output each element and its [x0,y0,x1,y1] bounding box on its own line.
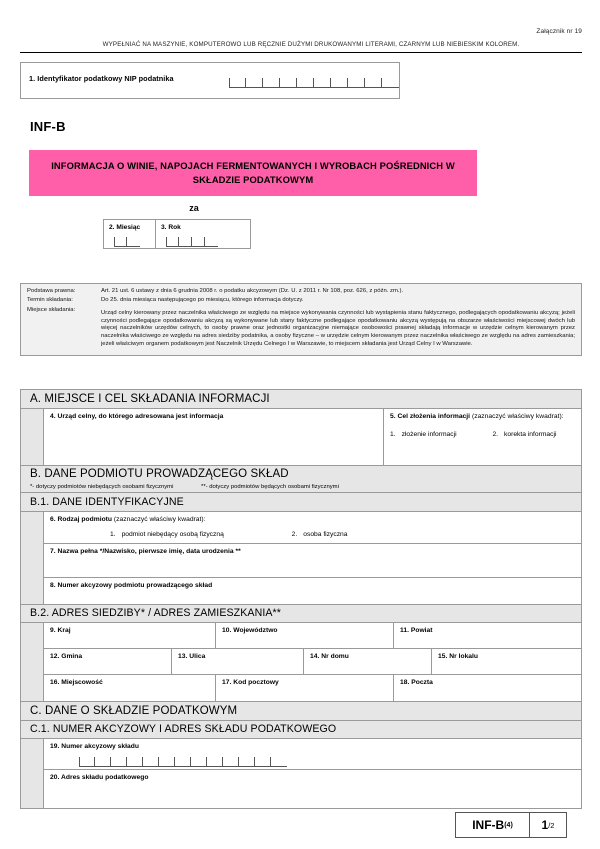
address-row-1 [44,623,581,649]
comb-cell[interactable] [239,757,255,766]
gutter-b1 [21,512,43,604]
section-b1-body [43,512,581,604]
section-a-heading: A. MIEJSCE I CEL SKŁADANIA INFORMACJI [20,389,582,409]
comb-cell[interactable] [246,78,263,87]
comb-cell[interactable] [79,757,95,766]
comb-cell[interactable] [314,78,331,87]
footer-form-code: INF-B (4) [456,813,530,837]
field-15-flat-number[interactable] [432,649,581,675]
section-c1-heading: C.1. NUMER AKCYZOWY I ADRES SKŁADU PODATKOWEGO [20,720,582,740]
field-9-country[interactable] [44,623,216,649]
comb-cell[interactable] [271,757,287,766]
section-c1-fields [20,738,582,809]
section-b2-heading: B.2. ADRES SIEDZIBY* / ADRES ZAMIESZKANIA** [20,604,582,624]
field-17-postal-code[interactable] [216,675,394,701]
comb-cell[interactable] [175,757,191,766]
comb-cell[interactable] [223,757,239,766]
comb-cell[interactable] [331,78,348,87]
instruction-wrap [20,41,582,48]
comb-cell[interactable] [127,237,140,246]
field-14-house-number[interactable] [304,649,432,675]
comb-cell[interactable] [263,78,280,87]
field-8-excise-number[interactable] [44,578,581,604]
comb-cell[interactable] [229,78,246,87]
field-8-row [44,578,581,604]
field-19-warehouse-excise-number[interactable] [44,739,581,770]
field-15-label: 15. Nr lokalu [438,653,479,660]
month-label: 2. Miesiąc [109,224,141,231]
za-label: za [189,203,199,213]
legal-deadline-value: Do 25. dnia miesiąca następującego po miesiącu, którego informacja dotyczy. [101,296,304,303]
comb-cell[interactable] [192,237,205,246]
footer-page-number: 1 /2 [541,818,555,832]
field-18-post-office[interactable] [394,675,581,701]
field-11-county[interactable] [394,623,581,649]
field-19-label: 19. Numer akcyzowy składu [50,743,139,750]
section-b1-fields [20,511,582,605]
comb-cell[interactable] [280,78,297,87]
field-5-option-2[interactable]: 2. korekta informacji [492,430,557,438]
field-5-options [390,431,577,438]
field-7-full-name[interactable] [44,544,581,578]
header-rule [20,52,582,53]
gutter-b2 [21,623,43,701]
month-input-comb[interactable] [114,238,140,247]
footer-form-id-box [455,812,567,838]
field-6-options [50,531,577,538]
field-5-label: 5. Cel złożenia informacji (zaznaczyć właściwy kwadrat): [390,412,564,420]
gutter-c1 [21,739,43,808]
field-20-label: 20. Adres składu podatkowego [50,774,149,781]
field-6-label: 6. Rodzaj podmiotu (zaznaczyć właściwy kwadrat): [50,515,206,523]
comb-cell[interactable] [114,237,127,246]
section-b2-fields [20,622,582,702]
address-row-2 [44,649,581,675]
fill-instruction: WYPEŁNIAĆ NA MASZYNIE, KOMPUTEROWO LUB RĘCZNIE DUŻYMI DRUKOWANYMI LITERAMI, CZARNYM LUB NIEBIESKIM KOLOREM. [102,41,520,48]
field-4-label: 4. Urząd celny, do którego adresowana jest informacja [50,412,224,420]
nip-label: 1. Identyfikator podatkowy NIP podatnika [29,74,174,83]
section-a-body [43,409,581,465]
year-cell[interactable] [156,220,250,248]
address-row-3 [44,675,581,701]
section-c1-body [43,739,581,808]
section-b2-body [43,623,581,701]
field-6-entity-type[interactable] [44,512,581,544]
legal-place-key: Miejsce składania: [27,306,76,313]
nip-field-box[interactable] [20,62,400,99]
field-12-label: 12. Gmina [50,653,83,660]
legal-basis-value: Art. 21 ust. 6 ustawy z dnia 6 grudnia 2008 r. o podatku akcyzowym (Dz. U. z 2011 r. Nr 108, poz. 626, z późn. zm.). [101,288,404,294]
comb-cell[interactable] [191,757,207,766]
section-b1-heading: B.1. DANE IDENTYFIKACYJNE [20,492,582,512]
field-8-label: 8. Numer akcyzowy podmiotu prowadzącego skład [50,581,213,589]
legal-basis-key: Podstawa prawna: [27,288,76,294]
field-19-row [44,739,581,770]
field-9-label: 9. Kraj [50,627,71,634]
field-16-city[interactable] [44,675,216,701]
legal-place-row [27,307,575,349]
comb-cell[interactable] [127,757,143,766]
legal-info-block [20,283,582,356]
section-a-row [44,409,581,465]
comb-cell[interactable] [159,757,175,766]
form-code: INF-B [30,119,66,134]
annex-label: Załącznik nr 19 [536,28,582,35]
comb-cell[interactable] [207,757,223,766]
field-6-row [44,512,581,544]
nip-input-comb[interactable] [229,79,399,88]
field-10-voivodeship[interactable] [216,623,394,649]
legal-deadline-key: Termin składania: [27,296,73,303]
section-b-note-2: **- dotyczy podmiotów będących osobami fizycznymi [201,484,339,490]
month-cell[interactable] [104,220,156,248]
field-4-office[interactable] [44,409,384,465]
form-title-banner [29,150,477,196]
field-11-label: 11. Powiat [400,627,433,634]
field-6-option-1[interactable]: 1. podmiot niebędący osobą fizyczną [110,530,224,538]
field-5-option-1[interactable]: 1. złożenie informacji [390,430,457,438]
section-b-heading: B. DANE PODMIOTU PROWADZĄCEGO SKŁAD [20,465,582,485]
field-16-label: 16. Miejscowość [50,679,103,686]
field-17-label: 17. Kod pocztowy [222,679,279,686]
comb-cell[interactable] [95,757,111,766]
comb-cell[interactable] [166,237,179,246]
comb-cell[interactable] [297,78,314,87]
field-13-street[interactable] [172,649,304,675]
period-box[interactable] [103,219,251,249]
year-input-comb[interactable] [166,238,218,247]
field-14-label: 14. Nr domu [310,653,349,660]
field-6-option-2[interactable]: 2. osoba fizyczna [291,530,348,538]
field-13-label: 13. Ulica [178,653,206,660]
field-19-input-comb[interactable] [79,758,287,767]
comb-cell[interactable] [348,78,365,87]
comb-cell[interactable] [205,237,218,246]
field-12-commune[interactable] [44,649,172,675]
field-20-warehouse-address[interactable] [44,770,581,808]
section-a-fields [20,408,582,466]
gutter-a [21,409,43,465]
legal-place-value: Urząd celny kierowany przez naczelnika właściwego ze względu na miejsce wykonywania czynności lub wystąpienia stanu faktycznego, podlegających opodatkowaniu akcyzą; jeżeli czynności podlegające opodatkowaniu akcyzą są wykonywane lub stany faktyczne podlegające opodatkowaniu akcyzą występują na obszarze właściwości miejscowej dwóch lub więcej naczelników urzędów celnych, to osoby prawne oraz jednostki organizacyjne niemające osobowości prawnej składają informacje w urzędzie celnym kierowanym przez naczelnika właściwego ze względu na adres siedziby podatnika, a osoby fizyczne – w urzędzie celnym kierowanym przez naczelnika właściwego ze względu na adres zamieszkania; jeżeli właściwym organem podatkowym jest Naczelnik Urzędu Celnego I w Warszawie, to miejscem składania jest Urząd Celny I w Warszawie. [101,309,575,348]
year-label: 3. Rok [161,224,181,231]
field-7-row [44,544,581,578]
field-5-purpose[interactable] [384,409,581,465]
form-title: INFORMACJA O WINIE, NAPOJACH FERMENTOWANYCH I WYROBACH POŚREDNICH W SKŁADZIE PODATKOWYM [51,160,455,185]
legal-basis-row [27,288,575,296]
comb-cell[interactable] [365,78,382,87]
comb-cell[interactable] [111,757,127,766]
section-b-note-1: *- dotyczy podmiotów niebędących osobami fizycznymi [30,484,174,490]
legal-deadline-row [27,297,575,305]
field-20-row [44,770,581,808]
comb-cell[interactable] [382,78,399,87]
field-7-label: 7. Nazwa pełna */Nazwisko, pierwsze imię, data urodzenia ** [50,547,241,555]
section-c-heading: C. DANE O SKŁADZIE PODATKOWYM [20,701,582,721]
field-18-label: 18. Poczta [400,679,433,686]
field-10-label: 10. Województwo [222,627,278,634]
comb-cell[interactable] [143,757,159,766]
comb-cell[interactable] [179,237,192,246]
comb-cell[interactable] [255,757,271,766]
